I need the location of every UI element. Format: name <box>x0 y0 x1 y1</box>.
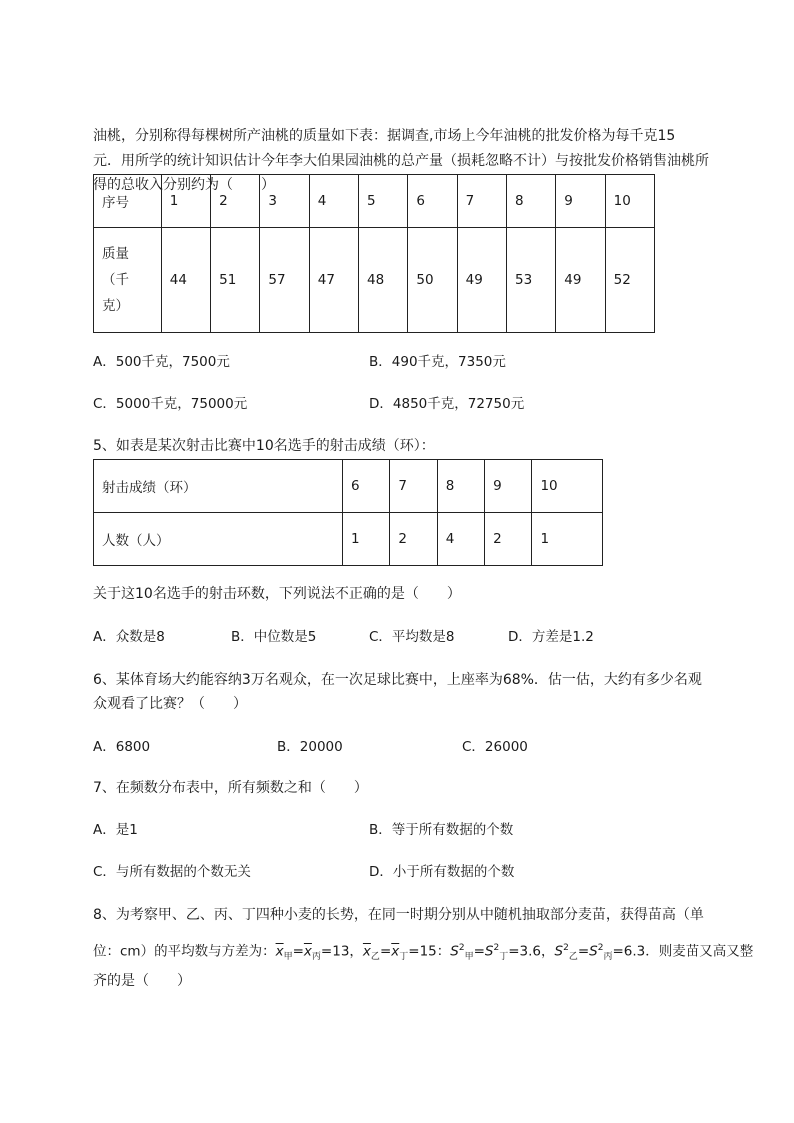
q6-option-a: A．6800 <box>93 739 151 755</box>
q8-stem-line3: 齐的是（ ） <box>93 973 191 989</box>
mean-symbol: $\overline{x}$ <box>303 943 312 960</box>
table-cell: 4 <box>437 513 484 566</box>
table-cell: 49 <box>556 228 605 333</box>
table-header-cell <box>94 228 162 333</box>
table-cell: 44 <box>161 228 210 333</box>
table-row <box>94 513 603 566</box>
table-cell: 47 <box>309 228 358 333</box>
table-cell: 8 <box>437 460 484 513</box>
q6-option-c: C．26000 <box>462 739 528 755</box>
table-cell: 51 <box>211 228 260 333</box>
q4-option-d: D．4850千克，72750元 <box>369 396 525 412</box>
table-cell: 6 <box>408 175 457 228</box>
table-cell: 6 <box>343 460 390 513</box>
table-cell: 52 <box>605 228 654 333</box>
table-cell: 4 <box>309 175 358 228</box>
table-cell: 2 <box>485 513 532 566</box>
table-cell: 3 <box>260 175 309 228</box>
table-cell: 9 <box>556 175 605 228</box>
q4-option-c: C．5000千克，75000元 <box>93 396 248 412</box>
q4-option-a: A．500千克，7500元 <box>93 354 230 370</box>
table-cell: 1 <box>161 175 210 228</box>
q5-question: 关于这10名选手的射击环数，下列说法不正确的是（ ） <box>93 586 461 602</box>
table-row <box>94 228 655 333</box>
equals: = <box>379 943 392 960</box>
variance-symbol: S <box>554 943 564 960</box>
q4-data-table <box>93 174 655 333</box>
subscript: 丁 <box>399 952 409 963</box>
q7-option-c: C．与所有数据的个数无关 <box>93 864 251 880</box>
equals: = <box>473 943 485 960</box>
subscript: 乙 <box>568 952 578 963</box>
q5-option-a: A．众数是8 <box>93 629 165 645</box>
table-cell: 7 <box>390 460 437 513</box>
subscript: 丁 <box>499 952 509 963</box>
variance-symbol: S <box>484 943 494 960</box>
subscript: 丙 <box>603 952 613 963</box>
variance-symbol: S <box>450 943 459 960</box>
table-cell: 2 <box>390 513 437 566</box>
q4-stem-line1: 油桃，分别称得每棵树所产油桃的质量如下表：据调查,市场上今年油桃的批发价格为每千克15 <box>93 128 676 144</box>
q7-option-a: A．是1 <box>93 822 138 838</box>
value-15: =15： <box>408 943 451 960</box>
subscript: 甲 <box>283 952 293 963</box>
table-cell: 48 <box>359 228 408 333</box>
variance-symbol: S <box>589 943 598 960</box>
mean-symbol: $\overline{x}$ <box>275 943 284 960</box>
subscript: 乙 <box>370 952 380 963</box>
table-cell: 53 <box>506 228 555 333</box>
superscript: 2 <box>458 943 465 953</box>
q5-option-d: D．方差是1.2 <box>508 629 594 645</box>
table-cell: 49 <box>457 228 506 333</box>
table-header-cell: 射击成绩（环） <box>94 460 343 513</box>
superscript: 2 <box>597 943 604 953</box>
q4-stem-line2: 元．用所学的统计知识估计今年李大伯果园油桃的总产量（损耗忽略不计）与按批发价格销售油桃所 <box>93 153 709 169</box>
header-line: （千 <box>102 272 129 288</box>
table-cell: 8 <box>506 175 555 228</box>
q8-line2-prefix: 位：cm）的平均数与方差为： <box>93 943 276 960</box>
table-cell: 7 <box>457 175 506 228</box>
q5-stem: 5、如表是某次射击比赛中10名选手的射击成绩（环）： <box>93 438 435 454</box>
header-line: 克） <box>102 298 129 314</box>
table-cell: 57 <box>260 228 309 333</box>
variance-value-1: =3.6， <box>508 943 555 960</box>
q7-option-b: B．等于所有数据的个数 <box>369 822 514 838</box>
superscript: 2 <box>563 943 569 953</box>
value-13: =13， <box>320 943 363 960</box>
table-header-cell: 序号 <box>94 175 162 228</box>
mean-symbol: $\overline{x}$ <box>362 943 371 960</box>
table-cell: 50 <box>408 228 457 333</box>
subscript: 丙 <box>311 952 321 963</box>
mean-symbol: $\overline{x}$ <box>391 943 400 960</box>
q8-stem-line1: 8、为考察甲、乙、丙、丁四种小麦的长势，在同一时期分别从中随机抽取部分麦苗，获得苗高（单 <box>93 907 704 923</box>
q6-stem-line2: 众观看了比赛？（ ） <box>93 696 247 712</box>
q4-option-b: B．490千克，7350元 <box>369 354 506 370</box>
superscript: 2 <box>493 943 500 953</box>
table-cell: 9 <box>485 460 532 513</box>
variance-value-2: =6.3．则麦苗又高又整 <box>612 943 754 960</box>
q4-stem-line3: 得的总收入分别约为（ ） <box>93 177 275 193</box>
table-cell: 2 <box>211 175 260 228</box>
table-cell: 1 <box>343 513 390 566</box>
table-row <box>94 175 655 228</box>
q6-stem-line1: 6、某体育场大约能容纳3万名观众，在一次足球比赛中，上座率为68%．估一估，大约有多少名观 <box>93 672 702 688</box>
equals: = <box>292 943 304 960</box>
table-row <box>94 460 603 513</box>
table-cell: 5 <box>359 175 408 228</box>
table-header-cell: 人数（人） <box>94 513 343 566</box>
table-cell: 10 <box>605 175 654 228</box>
q5-option-b: B．中位数是5 <box>231 629 317 645</box>
q5-data-table <box>93 459 603 566</box>
q5-option-c: C．平均数是8 <box>369 629 455 645</box>
subscript: 甲 <box>464 952 474 963</box>
q7-stem: 7、在频数分布表中，所有频数之和（ ） <box>93 780 368 796</box>
header-line: 质量 <box>102 246 129 262</box>
table-cell: 10 <box>532 460 603 513</box>
equals: = <box>577 943 590 960</box>
q6-option-b: B．20000 <box>277 739 343 755</box>
q8-stem-line2 <box>93 938 753 967</box>
table-cell: 1 <box>532 513 603 566</box>
q7-option-d: D．小于所有数据的个数 <box>369 864 515 880</box>
